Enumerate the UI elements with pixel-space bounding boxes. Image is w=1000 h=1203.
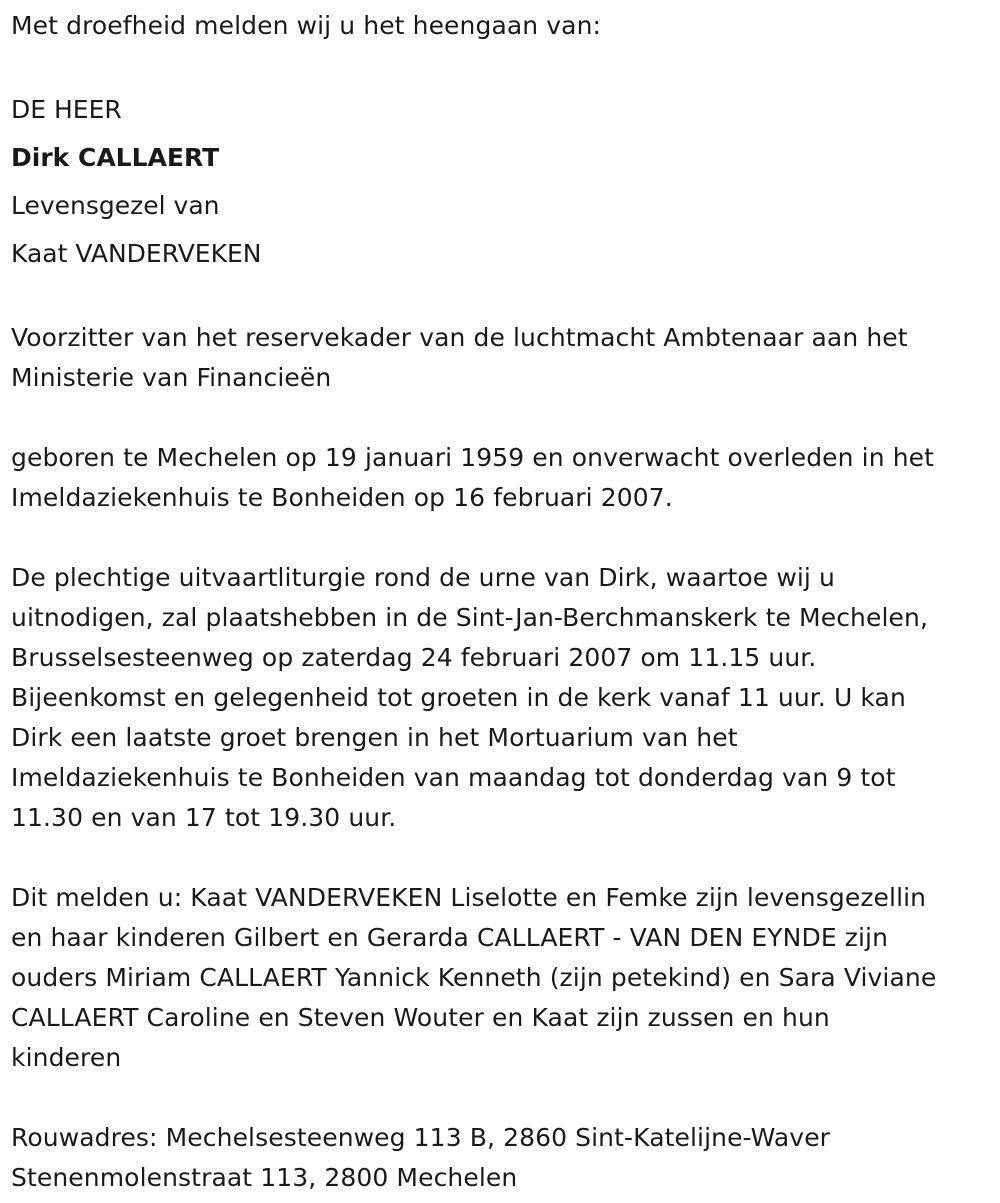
partner-name: Kaat VANDERVEKEN: [11, 239, 262, 268]
family-paragraph: [11, 878, 995, 1078]
family-line: ouders Miriam CALLAERT Yannick Kenneth (zijn petekind) en Sara Viviane: [11, 963, 937, 992]
ceremony-line: Bijeenkomst en gelegenheid tot groeten in de kerk vanaf 11 uur. U kan: [11, 683, 906, 712]
ceremony-line: Imeldaziekenhuis te Bonheiden van maandag tot donderdag van 9 tot: [11, 763, 896, 792]
ceremony-line: Dirk een laatste groet brengen in het Mortuarium van het: [11, 723, 738, 752]
birth-death-paragraph: [11, 438, 995, 518]
address-line: Rouwadres: Mechelsesteenweg 113 B, 2860 Sint-Katelijne-Waver: [11, 1123, 831, 1152]
address-line: Stenenmolenstraat 113, 2800 Mechelen: [11, 1163, 518, 1192]
family-line: kinderen: [11, 1043, 122, 1072]
occupation-line: Voorzitter van het reservekader van de luchtmacht Ambtenaar aan het: [11, 323, 908, 352]
deceased-block: [11, 86, 995, 278]
obituary-document: [11, 6, 995, 1198]
birth-death-line: geboren te Mechelen op 19 januari 1959 en onverwacht overleden in het: [11, 443, 935, 472]
address-paragraph: [11, 1118, 995, 1198]
relation-text: Levensgezel van: [11, 191, 220, 220]
intro-text: Met droefheid melden wij u het heengaan van:: [11, 11, 602, 40]
ceremony-line: De plechtige uitvaartliturgie rond de urne van Dirk, waartoe wij u: [11, 563, 835, 592]
birth-death-line: Imeldaziekenhuis te Bonheiden op 16 februari 2007.: [11, 483, 673, 512]
ceremony-line: uitnodigen, zal plaatshebben in de Sint-Jan-Berchmanskerk te Mechelen,: [11, 603, 928, 632]
occupation-line: Ministerie van Financieën: [11, 363, 332, 392]
family-line: Dit melden u: Kaat VANDERVEKEN Liselotte en Femke zijn levensgezellin: [11, 883, 927, 912]
deceased-title: DE HEER: [11, 95, 122, 124]
intro-paragraph: [11, 6, 995, 46]
occupation-paragraph: [11, 318, 995, 398]
ceremony-paragraph: [11, 558, 995, 838]
ceremony-line: 11.30 en van 17 tot 19.30 uur.: [11, 803, 397, 832]
deceased-name: Dirk CALLAERT: [11, 143, 220, 172]
ceremony-line: Brusselsesteenweg op zaterdag 24 februari 2007 om 11.15 uur.: [11, 643, 817, 672]
family-line: CALLAERT Caroline en Steven Wouter en Kaat zijn zussen en hun: [11, 1003, 830, 1032]
family-line: en haar kinderen Gilbert en Gerarda CALLAERT - VAN DEN EYNDE zijn: [11, 923, 889, 952]
